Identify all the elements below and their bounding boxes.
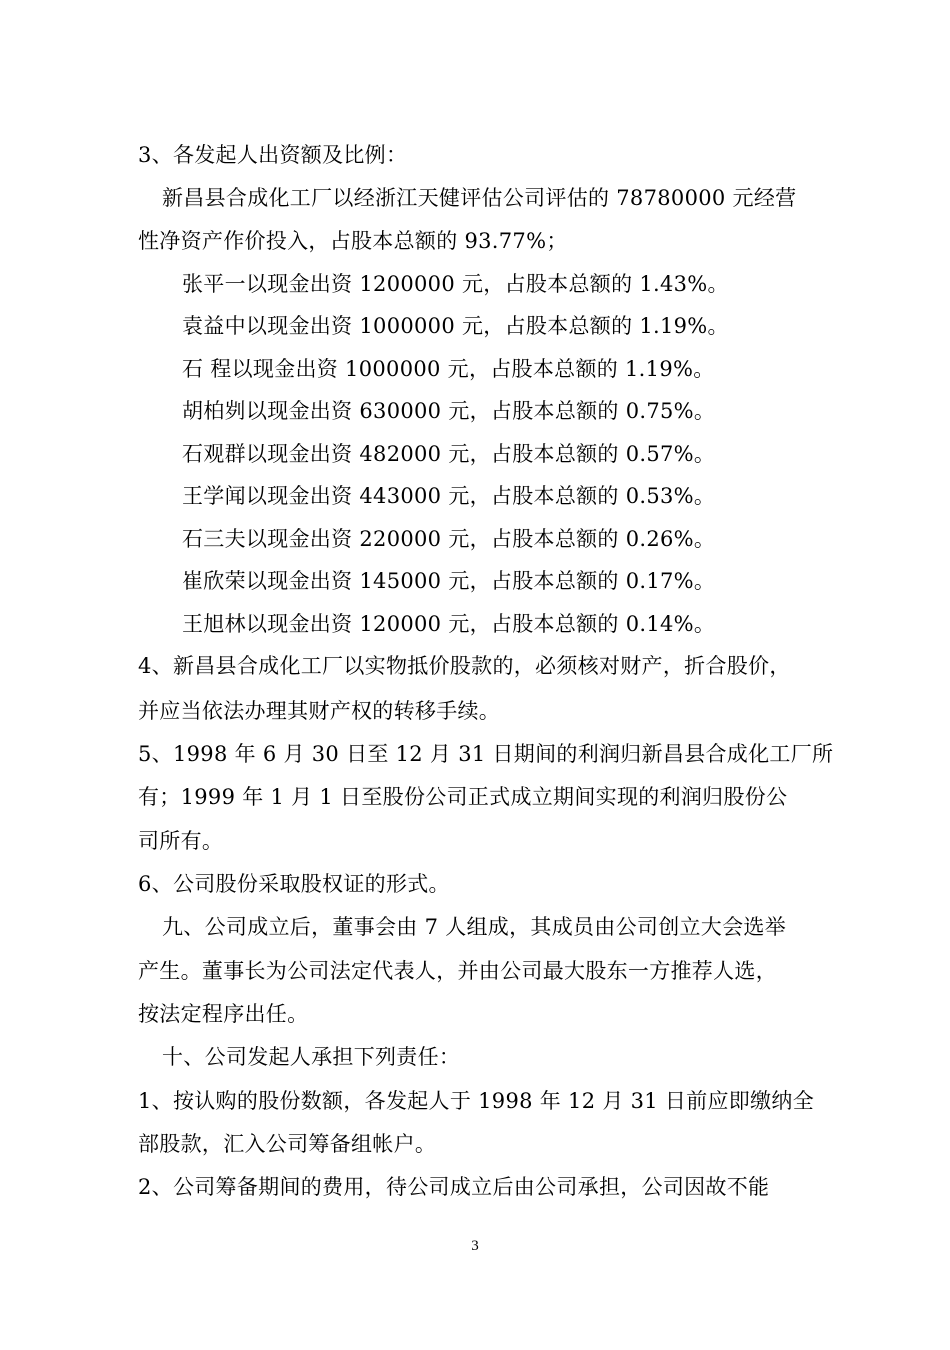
investor-line: 袁益中以现金出资 1000000 元，占股本总额的 1.19%。: [182, 314, 729, 338]
investor-line: 胡柏刿以现金出资 630000 元，占股本总额的 0.75%。: [182, 399, 716, 423]
investor-line: 张平一以现金出资 1200000 元，占股本总额的 1.43%。: [182, 272, 729, 296]
paragraph-line: 并应当依法办理其财产权的转移手续。: [138, 699, 501, 723]
paragraph-line: 司所有。: [138, 829, 224, 853]
paragraph-line: 1、按认购的股份数额，各发起人于 1998 年 12 月 31 日前应即缴纳全: [138, 1089, 814, 1113]
paragraph-line: 部股款，汇入公司筹备组帐户。: [138, 1132, 437, 1156]
paragraph-line: 新昌县合成化工厂以经浙江天健评估公司评估的 78780000 元经营: [162, 186, 797, 210]
investor-line: 王旭林以现金出资 120000 元，占股本总额的 0.14%。: [182, 612, 716, 636]
article-nine-line: 九、公司成立后，董事会由 7 人组成，其成员由公司创立大会选举: [162, 915, 787, 939]
investor-line: 石 程以现金出资 1000000 元，占股本总额的 1.19%。: [182, 357, 715, 381]
paragraph-line: 4、新昌县合成化工厂以实物抵价股款的，必须核对财产，折合股价，: [138, 654, 791, 678]
investor-line: 石观群以现金出资 482000 元，占股本总额的 0.57%。: [182, 442, 716, 466]
paragraph-line: 6、公司股份采取股权证的形式。: [138, 872, 450, 896]
page-number: 3: [471, 1238, 479, 1254]
paragraph-line: 产生。董事长为公司法定代表人，并由公司最大股东一方推荐人选，: [138, 959, 777, 983]
investor-line: 崔欣荣以现金出资 145000 元，占股本总额的 0.17%。: [182, 569, 716, 593]
section-heading-contributions: 3、各发起人出资额及比例：: [138, 143, 408, 167]
paragraph-line: 有；1999 年 1 月 1 日至股份公司正式成立期间实现的利润归股份公: [138, 785, 788, 809]
paragraph-line: 2、公司筹备期间的费用，待公司成立后由公司承担，公司因故不能: [138, 1175, 770, 1199]
investor-line: 石三夫以现金出资 220000 元，占股本总额的 0.26%。: [182, 527, 716, 551]
investor-line: 王学闻以现金出资 443000 元，占股本总额的 0.53%。: [182, 484, 716, 508]
paragraph-line: 按法定程序出任。: [138, 1002, 309, 1026]
paragraph-line: 性净资产作价投入，占股本总额的 93.77%；: [138, 229, 568, 253]
article-ten-heading: 十、公司发起人承担下列责任：: [162, 1045, 461, 1069]
paragraph-line: 5、1998 年 6 月 30 日至 12 月 31 日期间的利润归新昌县合成化工厂所: [138, 742, 834, 766]
